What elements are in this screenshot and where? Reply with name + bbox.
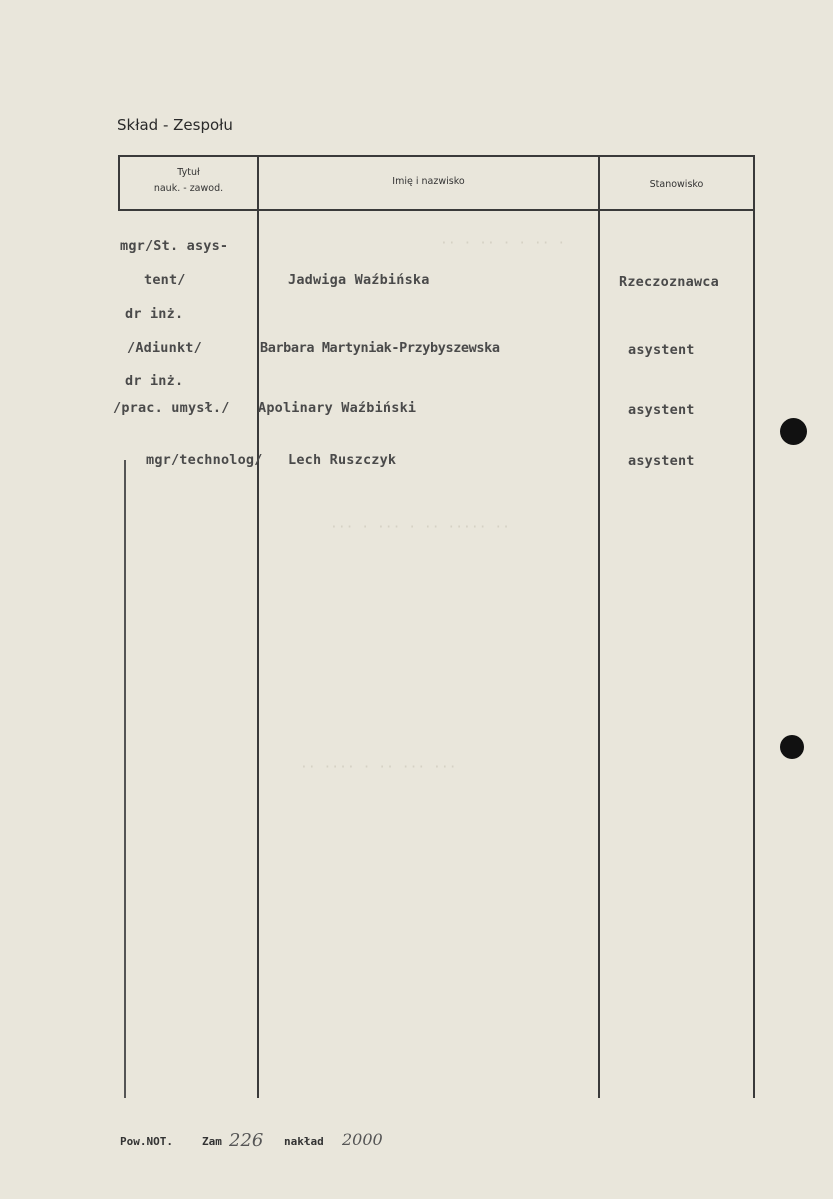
header-name: Imię i nazwisko <box>392 176 465 187</box>
header-position: Stanowisko <box>649 179 704 190</box>
row4-name: Lech Ruszczyk <box>288 452 397 468</box>
footer-order-label: Zam <box>202 1135 222 1148</box>
footer-order-number: 226 <box>229 1130 264 1151</box>
row2-title-line1: dr inż. <box>125 306 184 322</box>
row1-name: Jadwiga Waźbińska <box>288 272 430 288</box>
row1-title-line1: mgr/St. asys- <box>120 238 229 254</box>
footer-printed: Pow.NOT. <box>120 1135 173 1148</box>
table-right-border <box>753 155 755 1098</box>
row3-title-line1: dr inż. <box>125 373 184 389</box>
row2-title-line2: /Adiunkt/ <box>127 340 202 356</box>
punch-hole <box>780 735 804 759</box>
table-column-divider-1 <box>257 155 259 1098</box>
row1-position: Rzeczoznawca <box>619 274 719 290</box>
footer-print-run-label: nakład <box>284 1135 324 1148</box>
header-title-line1: Tytuł <box>177 167 200 178</box>
table-column-divider-2 <box>598 155 600 1098</box>
row3-title-line2: /prac. umysł./ <box>113 400 230 416</box>
footer-print-run: 2000 <box>342 1130 383 1149</box>
header-title <box>120 165 257 197</box>
row3-position: asystent <box>628 402 695 418</box>
row1-title-line2: tent/ <box>144 272 186 288</box>
table-top-border <box>118 155 755 157</box>
punch-hole <box>780 418 807 445</box>
table-left-border-lower <box>124 460 126 1098</box>
show-through-text: ·· ···· · ·· ··· ··· <box>300 760 457 775</box>
row4-position: asystent <box>628 453 695 469</box>
header-title-line2: nauk. - zawod. <box>153 183 224 194</box>
table-header-divider <box>118 209 755 211</box>
row3-name: Apolinary Waźbiński <box>258 400 417 416</box>
show-through-text: ··· · ··· · ·· ····· ·· <box>330 520 511 535</box>
show-through-text: ·· · ·· · · ·· · <box>440 236 566 251</box>
row4-title-line1: mgr/technolog/ <box>146 452 263 468</box>
row2-name: Barbara Martyniak-Przybyszewska <box>260 340 500 356</box>
row2-position: asystent <box>628 342 695 358</box>
page-title: Skład - Zespołu <box>117 116 233 134</box>
